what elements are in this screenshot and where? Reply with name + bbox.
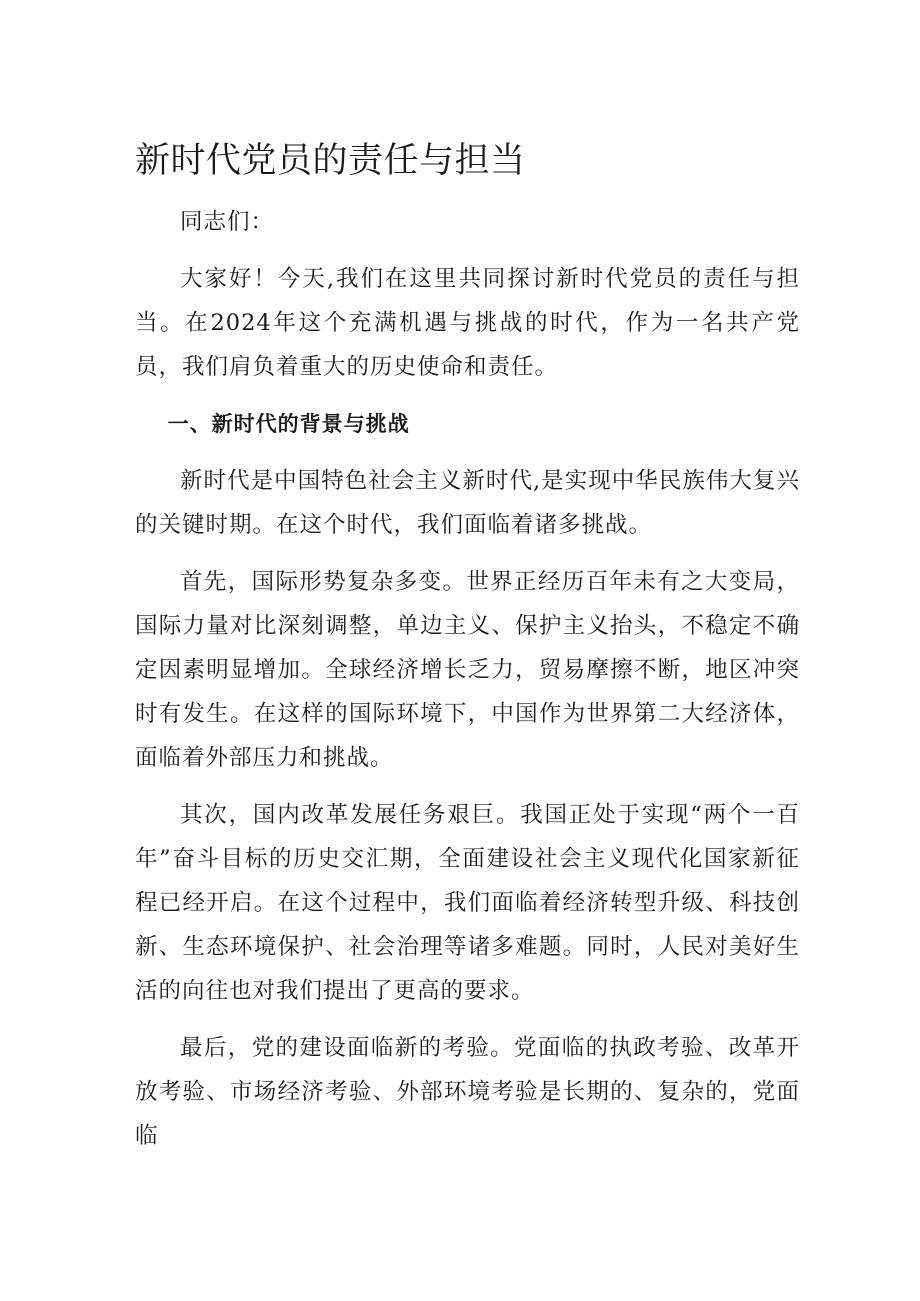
salutation: 同志们： [180, 209, 275, 235]
body-paragraph-2: 首先，国际形势复杂多变。世界正经历百年未有之大变局，国际力量对比深刻调整，单边主义、保护主义抬头，不稳定不确定因素明显增加。全球经济增长乏力，贸易摩擦不断，地区冲突时有发生。在这样的国际环境下，中国作为世界第二大经济体，面临着外部压力和挑战。 [135, 569, 800, 771]
body-paragraph-1: 新时代是中国特色社会主义新时代,是实现中华民族伟大复兴的关键时期。在这个时代，我们面临着诸多挑战。 [135, 468, 800, 538]
section-heading: 一、新时代的背景与挑战 [167, 412, 410, 436]
body-paragraph-4: 最后，党的建设面临新的考验。党面临的执政考验、改革开放考验、市场经济考验、外部环境考验是长期的、复杂的，党面临 [135, 1035, 800, 1149]
intro-paragraph: 大家好！今天,我们在这里共同探讨新时代党员的责任与担当。在2024年这个充满机遇与挑战的时代，作为一名共产党员，我们肩负着重大的历史使命和责任。 [135, 266, 800, 380]
document-title: 新时代党员的责任与担当 [135, 141, 526, 181]
document-body [135, 200, 800, 1158]
body-paragraph-3: 其次，国内改革发展任务艰巨。我国正处于实现“两个一百年”奋斗目标的历史交汇期，全面建设社会主义现代化国家新征程已经开启。在这个过程中，我们面临着经济转型升级、科技创新、生态环境保护、社会治理等诸多难题。同时，人民对美好生活的向往也对我们提出了更高的要求。 [135, 802, 800, 1004]
